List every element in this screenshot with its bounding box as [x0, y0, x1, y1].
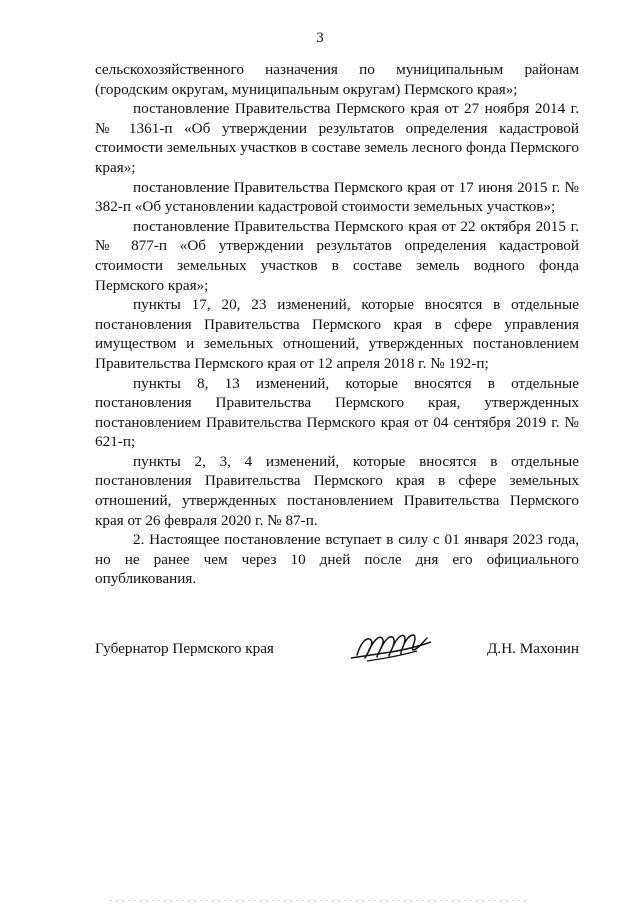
- page-number: 3: [316, 30, 324, 46]
- signatory-name: Д.Н. Махонин: [487, 640, 579, 657]
- paragraph: пункты 2, 3, 4 изменений, которые вносятся в отдельные постановления Правительства Пермского края в сфере земельных отношений, утвержденных постановлением Правительства Пермского края от 26 февраля 2020 г. № 87-п.: [95, 452, 579, 529]
- paragraph: постановление Правительства Пермского края от 17 июня 2015 г. № 382-п «Об установлении кадастровой стоимости земельных участков»;: [95, 178, 579, 216]
- scan-edge-artifact: [110, 900, 530, 901]
- paragraph: постановление Правительства Пермского края от 27 ноября 2014 г. № 1361-п «Об утверждении результатов определения кадастровой стоимости земельных участков в составе земель лесного фонда Пермского края»;: [95, 100, 579, 176]
- signature-block: [95, 628, 579, 668]
- paragraph: пункты 8, 13 изменений, которые вносятся в отдельные постановления Правительства Пермского края, утвержденных постановлением Правительства Пермского края от 04 сентября 2019 г. № 621-п;: [95, 374, 579, 451]
- document-body: [95, 60, 579, 589]
- paragraph: сельскохозяйственного назначения по муниципальным районам (городским округам, муниципальным округам) Пермского края»;: [95, 61, 579, 98]
- handwritten-signature-icon: [347, 628, 435, 666]
- paragraph-effective-date: 2. Настоящее постановление вступает в силу с 01 января 2023 года, но не ранее чем через 10 дней после дня его официального опубликования.: [95, 531, 579, 588]
- paragraph: пункты 17, 20, 23 изменений, которые вносятся в отдельные постановления Правительства Пермского края в сфере управления имуществом и земельных отношений, утвержденных постановлением Правительства Пермского края от 12 апреля 2018 г. № 192-п;: [95, 296, 579, 372]
- signatory-title: Губернатор Пермского края: [95, 640, 274, 657]
- paragraph: постановление Правительства Пермского края от 22 октября 2015 г. № 877-п «Об утверждении результатов определения кадастровой стоимости земельных участков в составе земель водного фонда Пермского края»;: [95, 217, 579, 294]
